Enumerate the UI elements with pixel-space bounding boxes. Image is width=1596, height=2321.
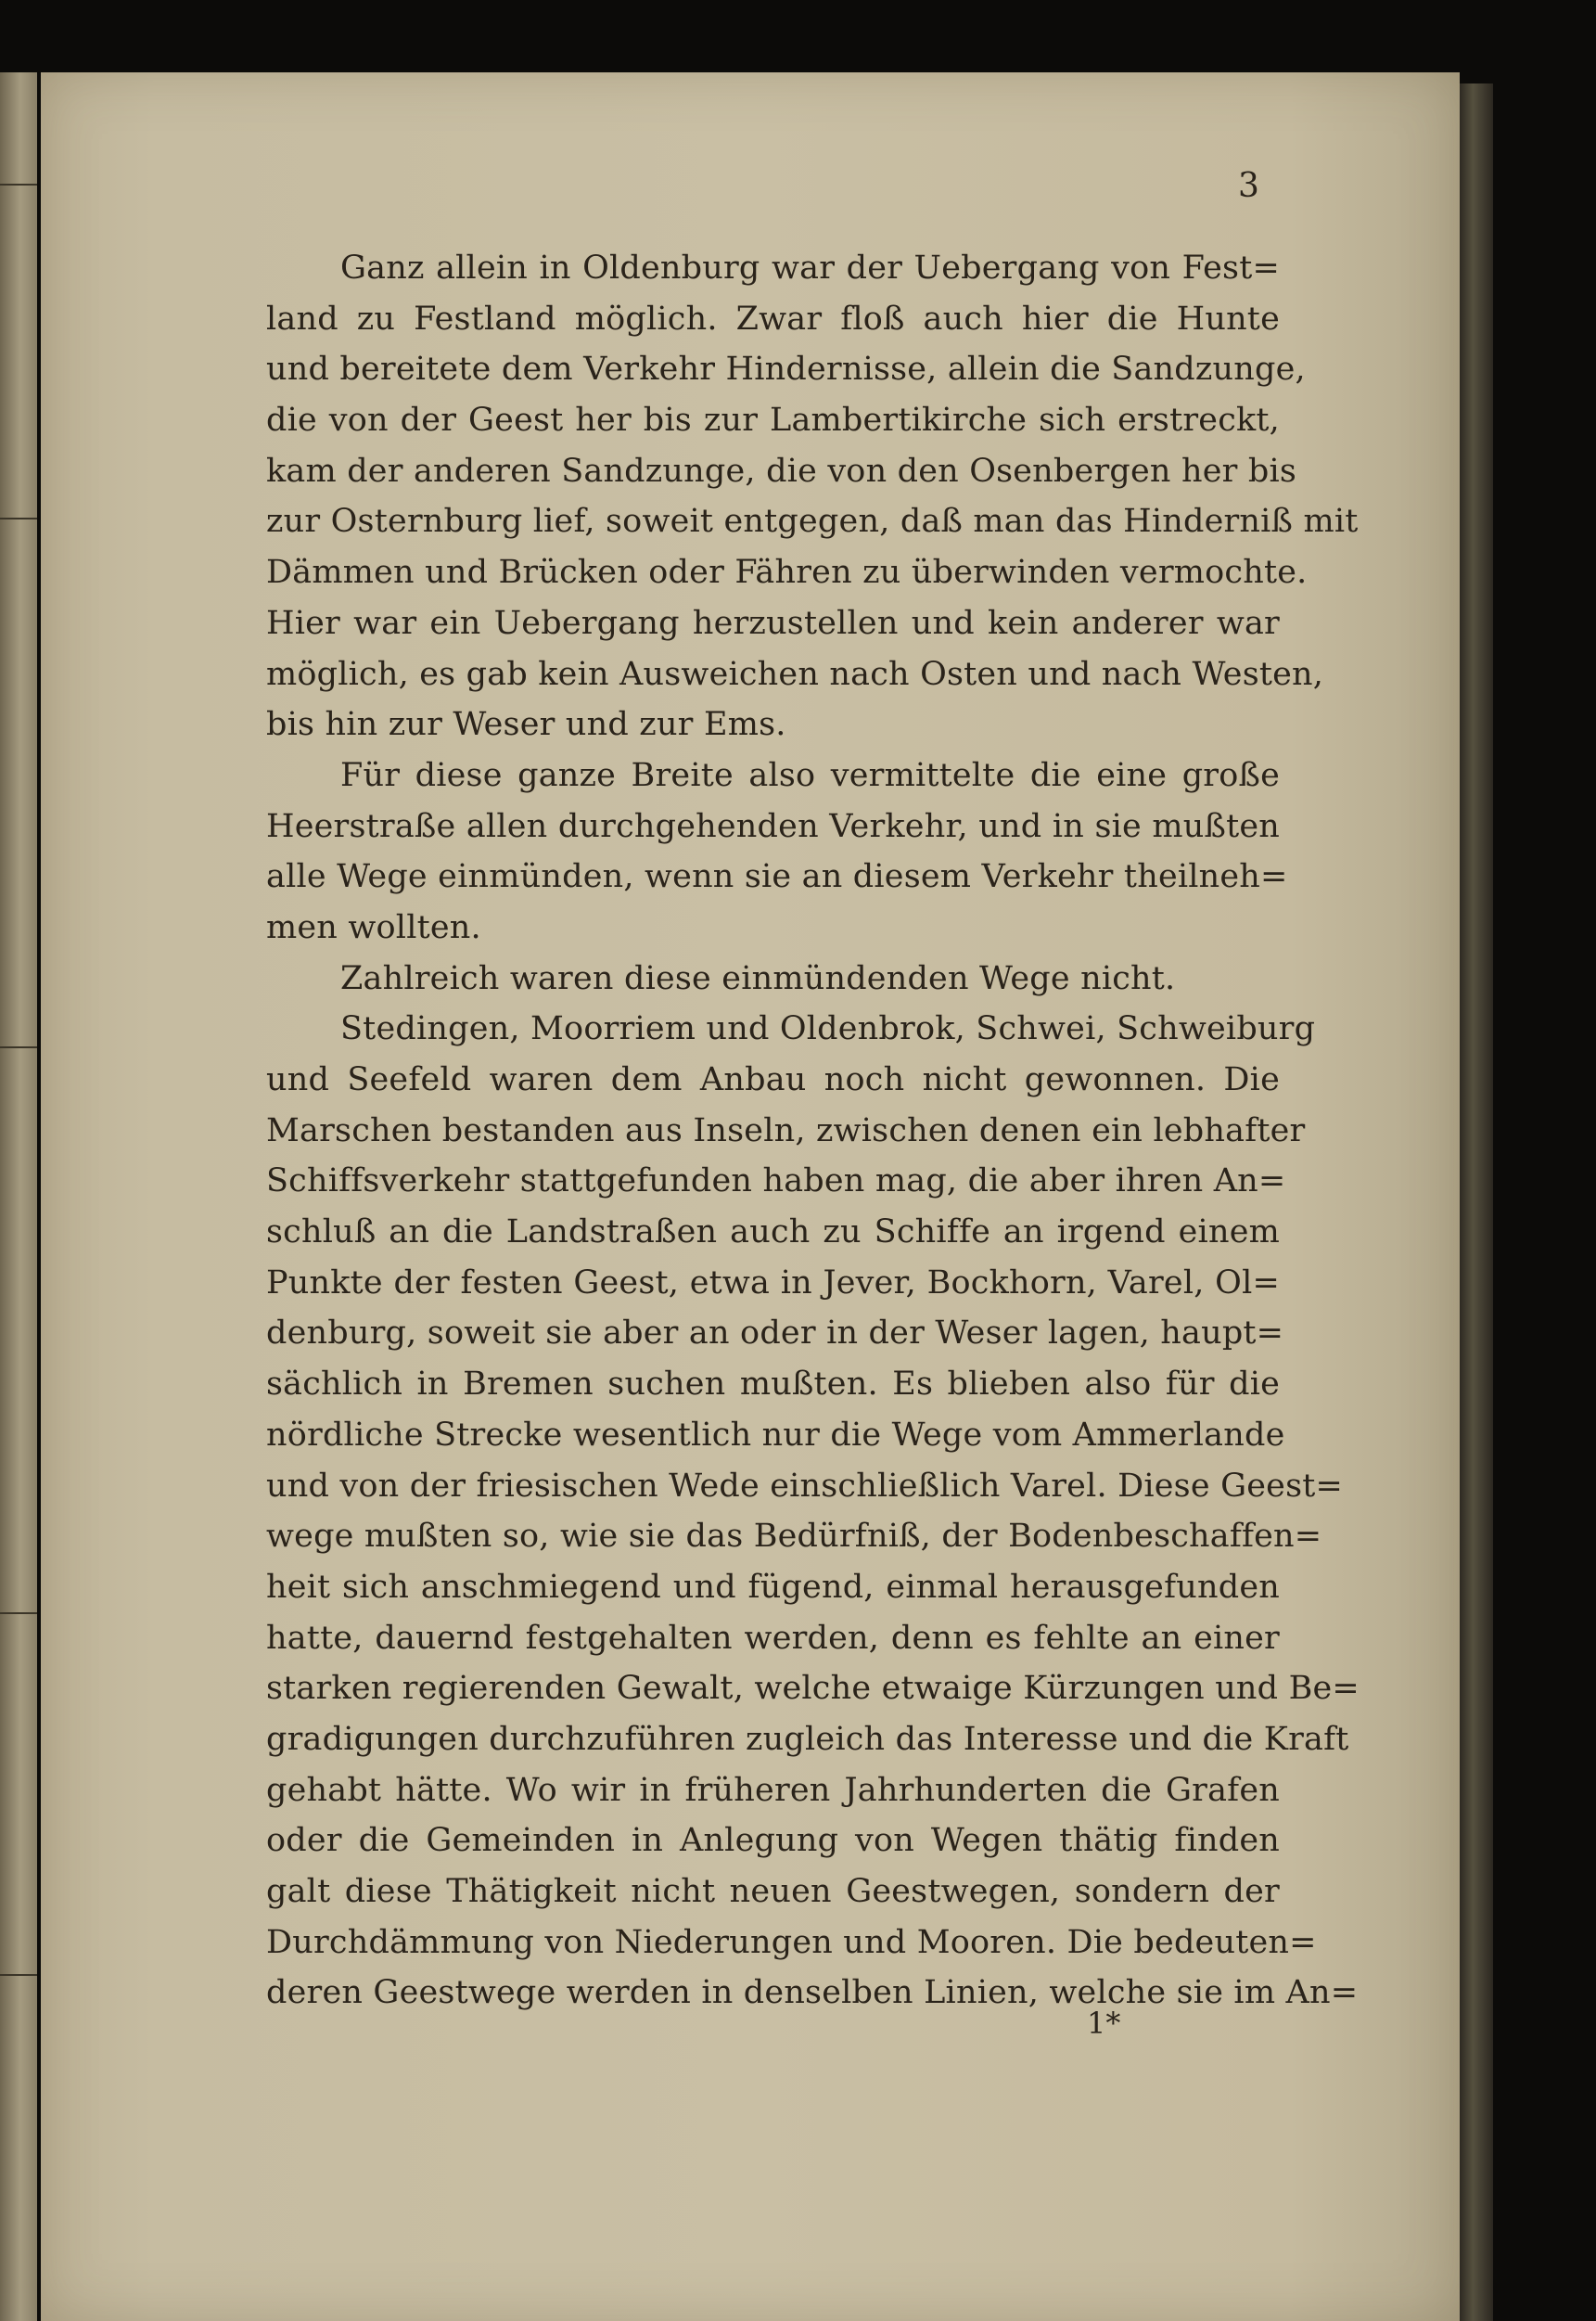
- text-line: und von der friesischen Wede einschließlich Varel. Diese Geest=: [266, 1467, 1344, 1505]
- text-line: deren Geestwege werden in denselben Linien, welche sie im An=: [266, 1974, 1359, 2012]
- text-line: Heerstraße allen durchgehenden Verkehr, und in sie mußten: [266, 807, 1280, 845]
- text-line: galt diese Thätigkeit nicht neuen Geestwegen, sondern der: [266, 1873, 1280, 1910]
- text-line: die von der Geest her bis zur Lambertikirche sich erstreckt,: [266, 402, 1280, 440]
- text-line: und Seefeld waren dem Anbau noch nicht gewonnen. Die: [266, 1061, 1280, 1098]
- text-line: gehabt hätte. Wo wir in früheren Jahrhunderten die Grafen: [266, 1771, 1280, 1809]
- previous-page-edge: [0, 72, 37, 2321]
- text-line: Für diese ganze Breite also vermittelte die eine große: [340, 756, 1280, 794]
- text-line: möglich, es gab kein Ausweichen nach Osten und nach Westen,: [266, 655, 1324, 693]
- page-stack-edge: [1460, 83, 1493, 2321]
- text-line: Hier war ein Uebergang herzustellen und kein anderer war: [266, 604, 1280, 642]
- text-line: gradigungen durchzuführen zugleich das Interesse und die Kraft: [266, 1720, 1349, 1758]
- text-line: schluß an die Landstraßen auch zu Schiffe an irgend einem: [266, 1213, 1280, 1251]
- text-line: bis hin zur Weser und zur Ems.: [266, 706, 786, 744]
- text-line: denburg, soweit sie aber an oder in der Weser lagen, haupt=: [266, 1314, 1284, 1353]
- text-line: kam der anderen Sandzunge, die von den Osenbergen her bis: [266, 452, 1297, 490]
- text-line: und bereitete dem Verkehr Hindernisse, allein die Sandzunge,: [266, 351, 1306, 389]
- text-line: Marschen bestanden aus Inseln, zwischen denen ein lebhafter: [266, 1111, 1306, 1149]
- text-line: hatte, dauernd festgehalten werden, denn es fehlte an einer: [266, 1619, 1280, 1657]
- text-line: sächlich in Bremen suchen mußten. Es blieben also für die: [266, 1366, 1280, 1404]
- text-line: wege mußten so, wie sie das Bedürfniß, der Bodenbeschaffen=: [266, 1518, 1322, 1556]
- text-line: Schiffsverkehr stattgefunden haben mag, die aber ihren An=: [266, 1162, 1286, 1200]
- text-line: Punkte der festen Geest, etwa in Jever, Bockhorn, Varel, Ol=: [266, 1263, 1280, 1302]
- text-line: Ganz allein in Oldenburg war der Uebergang von Fest=: [340, 250, 1280, 287]
- text-line: heit sich anschmiegend und fügend, einmal herausgefunden: [266, 1568, 1280, 1606]
- printer-signature-mark: 1*: [1087, 2006, 1121, 2041]
- text-line: zur Osternburg lief, soweit entgegen, daß man das Hinderniß mit: [266, 503, 1359, 541]
- text-line: nördliche Strecke wesentlich nur die Wege vom Ammerlande: [266, 1416, 1285, 1454]
- text-line: alle Wege einmünden, wenn sie an diesem Verkehr theilneh=: [266, 858, 1288, 896]
- text-line: oder die Gemeinden in Anlegung von Wegen thätig finden: [266, 1822, 1280, 1860]
- text-line: land zu Festland möglich. Zwar floß auch hier die Hunte: [266, 300, 1280, 338]
- body-text: [266, 243, 1360, 2019]
- text-line: men wollten.: [266, 908, 481, 946]
- text-line: Durchdämmung von Niederungen und Mooren. Die bedeuten=: [266, 1923, 1317, 1961]
- text-line: Stedingen, Moorriem und Oldenbrok, Schwei, Schweiburg: [340, 1010, 1316, 1048]
- text-line: starken regierenden Gewalt, welche etwaige Kürzungen und Be=: [266, 1670, 1360, 1708]
- page-number: 3: [1238, 167, 1259, 205]
- text-line: Zahlreich waren diese einmündenden Wege nicht.: [340, 959, 1176, 997]
- text-line: Dämmen und Brücken oder Fähren zu überwinden vermochte.: [266, 554, 1308, 592]
